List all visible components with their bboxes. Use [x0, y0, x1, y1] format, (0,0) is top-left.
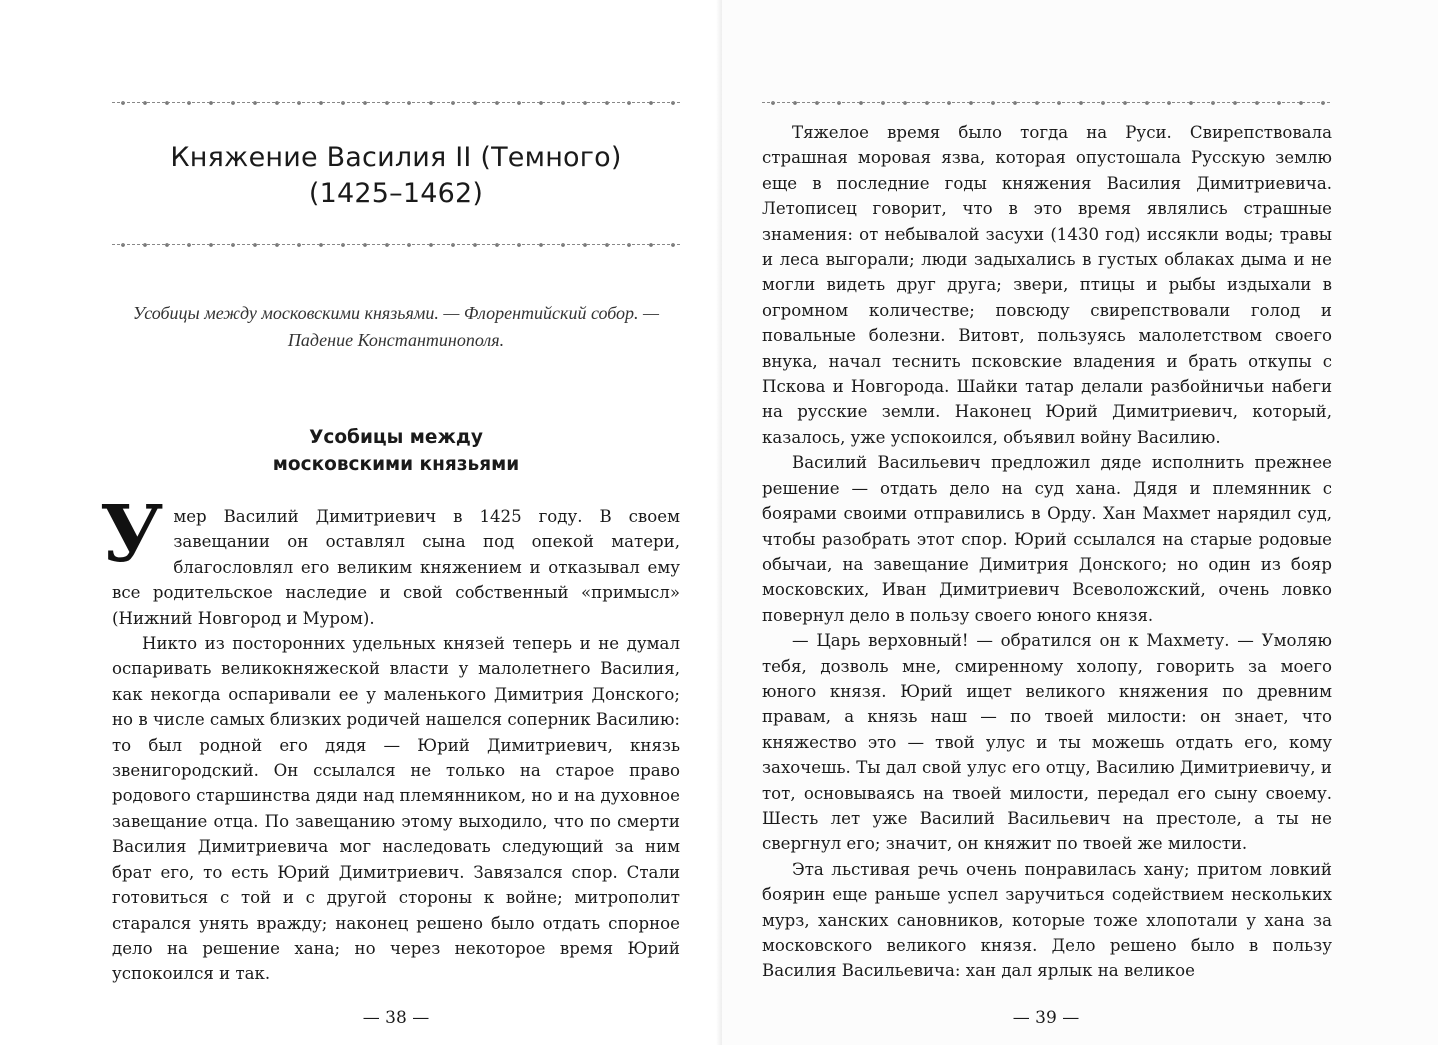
section-heading-line2: московскими князьями [272, 454, 520, 475]
chapter-summary: Усобицы между московскими князьями. — Флорентийский собор. — Падение Константинополя. [132, 303, 660, 350]
paragraph: — Царь верховный! — обратился он к Махмету. — Умоляю тебя, дозволь мне, смиренному холопу, говорить за моего юного князя. Юрий ищет великого княжения по древним правам, а князь наш — по твоей милости: он знает, что княжество это — твой улус и ты можешь отдать его, кому захочешь. Ты дал свой улус его отцу, Василию Димитриевичу, и тот, основываясь на твоей милости, передал его сыну своему. Шесть лет уже Василий Васильевич на престоле, а ты не свергнул его; значит, он княжит по твоей же милости. [762, 631, 1332, 854]
section-heading-line1: Усобицы между [309, 427, 483, 448]
bottom-ornament-rule [112, 242, 680, 248]
page-number: — 38 — [362, 1008, 430, 1028]
paragraph: Эта льстивая речь очень понравилась хану; притом ловкий боярин еще раньше успел заручиться содействием нескольких мурз, ханских сановников, которые тоже хлопотали у хана за московского великого князя. Дело решено было в пользу Василия Васильевича: хан дал ярлык на великое [762, 859, 1332, 981]
left-body-text [100, 489, 680, 987]
paragraph: Никто из посторонних удельных князей теперь и не думал оспаривать великокняжеской власти у малолетнего Василия, как некогда оспаривали ее у маленького Димитрия Донского; но в числе самых близких родичей нашелся соперник Василию: то был родной его дядя — Юрий Димитриевич, князь звенигородский. Он ссылался не только на старое право родового старшинства дяди над племянником, но и на духовное завещание отца. По завещанию этому выходило, что по смерти Василия Димитриевича мог наследовать следующий за ним брат его, то есть Юрий Димитриевич. Завязался спор. Стали готовиться с той и с другой стороны к войне; митрополит старался унять вражду; наконец решено было отдать спорное дело на решение хана; но через некоторое время Юрий успокоился и так. [112, 634, 680, 984]
top-ornament-rule [762, 100, 1332, 106]
page-number: — 39 — [1012, 1008, 1080, 1028]
right-body-text [762, 120, 1332, 984]
chapter-title-line1: Княжение Василия II (Темного) [170, 142, 622, 173]
section-heading [112, 424, 680, 478]
paragraph-text: мер Василий Димитриевич в 1425 году. В своем завещании он оставлял сына под опекой матери, благословлял его великим княжением и отказывал ему все родительское наследие и свой собственный «примысл» (Нижний Новгород и Муром). [112, 507, 680, 628]
paragraph: Василий Васильевич предложил дяде исполнить прежнее решение — отдать дело на суд хана. Дядя и племянник с боярами своими отправились в Орду. Хан Махмет нарядил суд, чтобы разобрать этот спор. Юрий ссылался на старые родовые обычаи, на завещание Димитрия Донского; но один из бояр московских, Иван Димитриевич Всеволожский, очень ловко повернул дело в пользу своего юного князя. [762, 453, 1332, 625]
paragraph: Тяжелое время было тогда на Руси. Свирепствовала страшная моровая язва, которая опустошала Русскую землю еще в последние годы княжения Василия Димитриевича. Летописец говорит, что в это время являлись страшные знамения: от небывалой засухи (1430 год) иссякли воды; травы и леса выгорали; люди задыхались в густых облаках дыма и не могли видеть друг друга; звери, птицы и рыбы издыхали в огромном количестве; повсюду свирепствовали голод и повальные болезни. Витовт, пользуясь малолетством своего внука, начал теснить псковские владения и брать откупы с Пскова и Новгорода. Шайки татар делали разбойничьи набеги на русские земли. Наконец Юрий Димитриевич, который, казалось, уже успокоился, объявил войну Василию. [762, 123, 1332, 447]
chapter-title-years: (1425–1462) [308, 178, 484, 209]
top-ornament-rule [112, 100, 680, 106]
paragraph [100, 489, 680, 631]
drop-cap: У [100, 489, 164, 580]
chapter-title [112, 140, 680, 212]
